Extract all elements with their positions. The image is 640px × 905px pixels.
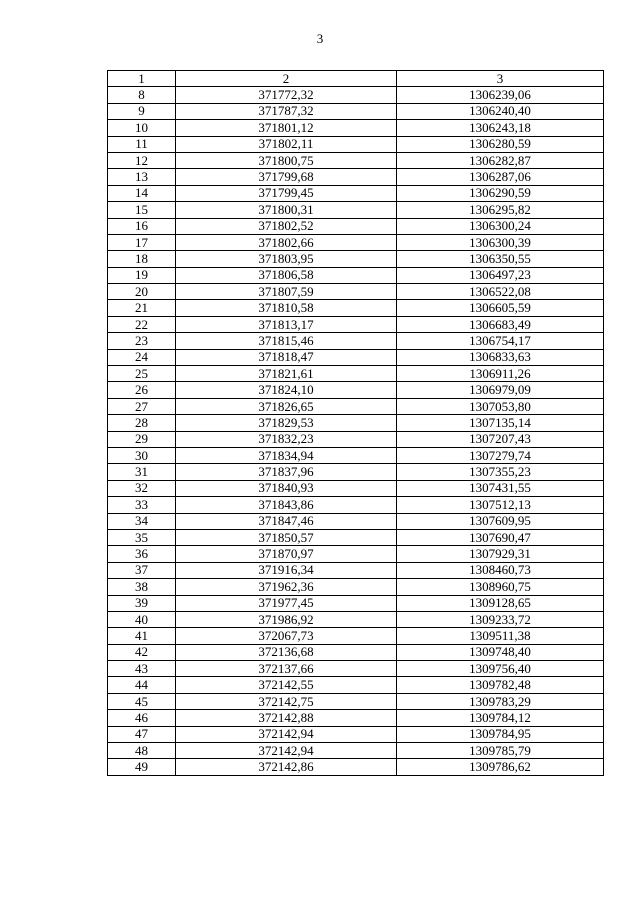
table-row: [108, 693, 604, 709]
table-row: [108, 185, 604, 201]
table-row: [108, 398, 604, 414]
point-number-cell: 15: [108, 202, 176, 218]
y-coordinate-cell: 1306243,18: [397, 120, 604, 136]
table-row: [108, 743, 604, 759]
table-row: [108, 169, 604, 185]
y-coordinate-cell: 1307053,80: [397, 398, 604, 414]
table-row: [108, 677, 604, 693]
table-row: [108, 644, 604, 660]
table-row: [108, 300, 604, 316]
table-row: [108, 513, 604, 529]
table-row: [108, 480, 604, 496]
table-row: [108, 87, 604, 103]
x-coordinate-cell: 372142,94: [176, 743, 397, 759]
y-coordinate-cell: 1309782,48: [397, 677, 604, 693]
y-coordinate-cell: 1309233,72: [397, 611, 604, 627]
y-coordinate-cell: 1306911,26: [397, 366, 604, 382]
x-coordinate-cell: 371806,58: [176, 267, 397, 283]
table-row: [108, 497, 604, 513]
y-coordinate-cell: 1309756,40: [397, 661, 604, 677]
table-row: [108, 579, 604, 595]
point-number-cell: 23: [108, 333, 176, 349]
y-coordinate-cell: 1306280,59: [397, 136, 604, 152]
point-number-cell: 12: [108, 152, 176, 168]
point-number-cell: 48: [108, 743, 176, 759]
table-row: [108, 415, 604, 431]
y-coordinate-cell: 1306239,06: [397, 87, 604, 103]
y-coordinate-cell: 1309784,12: [397, 710, 604, 726]
y-coordinate-cell: 1307279,74: [397, 447, 604, 463]
x-coordinate-cell: 371803,95: [176, 251, 397, 267]
x-coordinate-cell: 371840,93: [176, 480, 397, 496]
x-coordinate-cell: 371824,10: [176, 382, 397, 398]
table-row: [108, 366, 604, 382]
table-row: [108, 431, 604, 447]
point-number-cell: 36: [108, 546, 176, 562]
x-coordinate-cell: 371821,61: [176, 366, 397, 382]
y-coordinate-cell: 1309128,65: [397, 595, 604, 611]
table-row: [108, 759, 604, 775]
table-row: [108, 595, 604, 611]
table-row: [108, 464, 604, 480]
table-body: [108, 87, 604, 775]
x-coordinate-cell: 371834,94: [176, 447, 397, 463]
point-number-cell: 22: [108, 316, 176, 332]
point-number-cell: 38: [108, 579, 176, 595]
point-number-cell: 40: [108, 611, 176, 627]
x-coordinate-cell: 372142,94: [176, 726, 397, 742]
header-cell-y-coordinate: 3: [397, 71, 604, 87]
y-coordinate-cell: 1306833,63: [397, 349, 604, 365]
x-coordinate-cell: 371962,36: [176, 579, 397, 595]
point-number-cell: 34: [108, 513, 176, 529]
x-coordinate-cell: 371870,97: [176, 546, 397, 562]
point-number-cell: 25: [108, 366, 176, 382]
point-number-cell: 49: [108, 759, 176, 775]
x-coordinate-cell: 371986,92: [176, 611, 397, 627]
table-row: [108, 316, 604, 332]
x-coordinate-cell: 372137,66: [176, 661, 397, 677]
point-number-cell: 32: [108, 480, 176, 496]
y-coordinate-cell: 1308960,75: [397, 579, 604, 595]
point-number-cell: 20: [108, 284, 176, 300]
x-coordinate-cell: 371800,75: [176, 152, 397, 168]
x-coordinate-cell: 371787,32: [176, 103, 397, 119]
x-coordinate-cell: 371801,12: [176, 120, 397, 136]
header-row: [108, 71, 604, 87]
y-coordinate-cell: 1307929,31: [397, 546, 604, 562]
table-row: [108, 529, 604, 545]
x-coordinate-cell: 372136,68: [176, 644, 397, 660]
y-coordinate-cell: 1306754,17: [397, 333, 604, 349]
y-coordinate-cell: 1307207,43: [397, 431, 604, 447]
point-number-cell: 19: [108, 267, 176, 283]
x-coordinate-cell: 371799,45: [176, 185, 397, 201]
y-coordinate-cell: 1307355,23: [397, 464, 604, 480]
x-coordinate-cell: 371818,47: [176, 349, 397, 365]
table-row: [108, 202, 604, 218]
y-coordinate-cell: 1309784,95: [397, 726, 604, 742]
table-row: [108, 284, 604, 300]
header-cell-x-coordinate: 2: [176, 71, 397, 87]
point-number-cell: 11: [108, 136, 176, 152]
x-coordinate-cell: 371832,23: [176, 431, 397, 447]
table-row: [108, 661, 604, 677]
y-coordinate-cell: 1309786,62: [397, 759, 604, 775]
point-number-cell: 39: [108, 595, 176, 611]
point-number-cell: 10: [108, 120, 176, 136]
y-coordinate-cell: 1306240,40: [397, 103, 604, 119]
x-coordinate-cell: 371772,32: [176, 87, 397, 103]
point-number-cell: 44: [108, 677, 176, 693]
table-row: [108, 349, 604, 365]
point-number-cell: 41: [108, 628, 176, 644]
page-number: 3: [316, 31, 324, 46]
x-coordinate-cell: 372067,73: [176, 628, 397, 644]
header-cell-point-number: 1: [108, 71, 176, 87]
y-coordinate-cell: 1306290,59: [397, 185, 604, 201]
y-coordinate-cell: 1306350,55: [397, 251, 604, 267]
point-number-cell: 28: [108, 415, 176, 431]
point-number-cell: 21: [108, 300, 176, 316]
x-coordinate-cell: 372142,88: [176, 710, 397, 726]
x-coordinate-cell: 371837,96: [176, 464, 397, 480]
point-number-cell: 35: [108, 529, 176, 545]
y-coordinate-cell: 1306683,49: [397, 316, 604, 332]
x-coordinate-cell: 372142,75: [176, 693, 397, 709]
table-row: [108, 136, 604, 152]
table-row: [108, 267, 604, 283]
table-row: [108, 218, 604, 234]
coordinates-table: [107, 70, 604, 776]
table-row: [108, 546, 604, 562]
point-number-cell: 17: [108, 234, 176, 250]
x-coordinate-cell: 371977,45: [176, 595, 397, 611]
point-number-cell: 47: [108, 726, 176, 742]
y-coordinate-cell: 1306522,08: [397, 284, 604, 300]
table-header: [108, 71, 604, 87]
point-number-cell: 42: [108, 644, 176, 660]
x-coordinate-cell: 372142,86: [176, 759, 397, 775]
y-coordinate-cell: 1306287,06: [397, 169, 604, 185]
y-coordinate-cell: 1307512,13: [397, 497, 604, 513]
x-coordinate-cell: 371802,11: [176, 136, 397, 152]
y-coordinate-cell: 1307609,95: [397, 513, 604, 529]
y-coordinate-cell: 1309783,29: [397, 693, 604, 709]
point-number-cell: 27: [108, 398, 176, 414]
point-number-cell: 9: [108, 103, 176, 119]
x-coordinate-cell: 371810,58: [176, 300, 397, 316]
point-number-cell: 14: [108, 185, 176, 201]
x-coordinate-cell: 371799,68: [176, 169, 397, 185]
y-coordinate-cell: 1306979,09: [397, 382, 604, 398]
point-number-cell: 18: [108, 251, 176, 267]
x-coordinate-cell: 371916,34: [176, 562, 397, 578]
table-row: [108, 710, 604, 726]
table-row: [108, 382, 604, 398]
x-coordinate-cell: 372142,55: [176, 677, 397, 693]
y-coordinate-cell: 1306300,39: [397, 234, 604, 250]
y-coordinate-cell: 1307690,47: [397, 529, 604, 545]
y-coordinate-cell: 1308460,73: [397, 562, 604, 578]
point-number-cell: 45: [108, 693, 176, 709]
x-coordinate-cell: 371807,59: [176, 284, 397, 300]
point-number-cell: 31: [108, 464, 176, 480]
table-row: [108, 447, 604, 463]
table-row: [108, 611, 604, 627]
x-coordinate-cell: 371850,57: [176, 529, 397, 545]
point-number-cell: 33: [108, 497, 176, 513]
point-number-cell: 43: [108, 661, 176, 677]
table-row: [108, 152, 604, 168]
y-coordinate-cell: 1309748,40: [397, 644, 604, 660]
point-number-cell: 29: [108, 431, 176, 447]
point-number-cell: 30: [108, 447, 176, 463]
point-number-cell: 24: [108, 349, 176, 365]
table-row: [108, 562, 604, 578]
y-coordinate-cell: 1309785,79: [397, 743, 604, 759]
point-number-cell: 16: [108, 218, 176, 234]
x-coordinate-cell: 371802,52: [176, 218, 397, 234]
y-coordinate-cell: 1306282,87: [397, 152, 604, 168]
y-coordinate-cell: 1306300,24: [397, 218, 604, 234]
x-coordinate-cell: 371847,46: [176, 513, 397, 529]
y-coordinate-cell: 1306605,59: [397, 300, 604, 316]
x-coordinate-cell: 371843,86: [176, 497, 397, 513]
y-coordinate-cell: 1306497,23: [397, 267, 604, 283]
table-row: [108, 120, 604, 136]
table-row: [108, 251, 604, 267]
x-coordinate-cell: 371800,31: [176, 202, 397, 218]
y-coordinate-cell: 1307135,14: [397, 415, 604, 431]
table-row: [108, 234, 604, 250]
y-coordinate-cell: 1307431,55: [397, 480, 604, 496]
point-number-cell: 8: [108, 87, 176, 103]
table-row: [108, 628, 604, 644]
table-row: [108, 726, 604, 742]
x-coordinate-cell: 371813,17: [176, 316, 397, 332]
x-coordinate-cell: 371802,66: [176, 234, 397, 250]
y-coordinate-cell: 1309511,38: [397, 628, 604, 644]
x-coordinate-cell: 371826,65: [176, 398, 397, 414]
point-number-cell: 37: [108, 562, 176, 578]
point-number-cell: 13: [108, 169, 176, 185]
x-coordinate-cell: 371815,46: [176, 333, 397, 349]
point-number-cell: 46: [108, 710, 176, 726]
point-number-cell: 26: [108, 382, 176, 398]
y-coordinate-cell: 1306295,82: [397, 202, 604, 218]
x-coordinate-cell: 371829,53: [176, 415, 397, 431]
table-row: [108, 333, 604, 349]
table-row: [108, 103, 604, 119]
